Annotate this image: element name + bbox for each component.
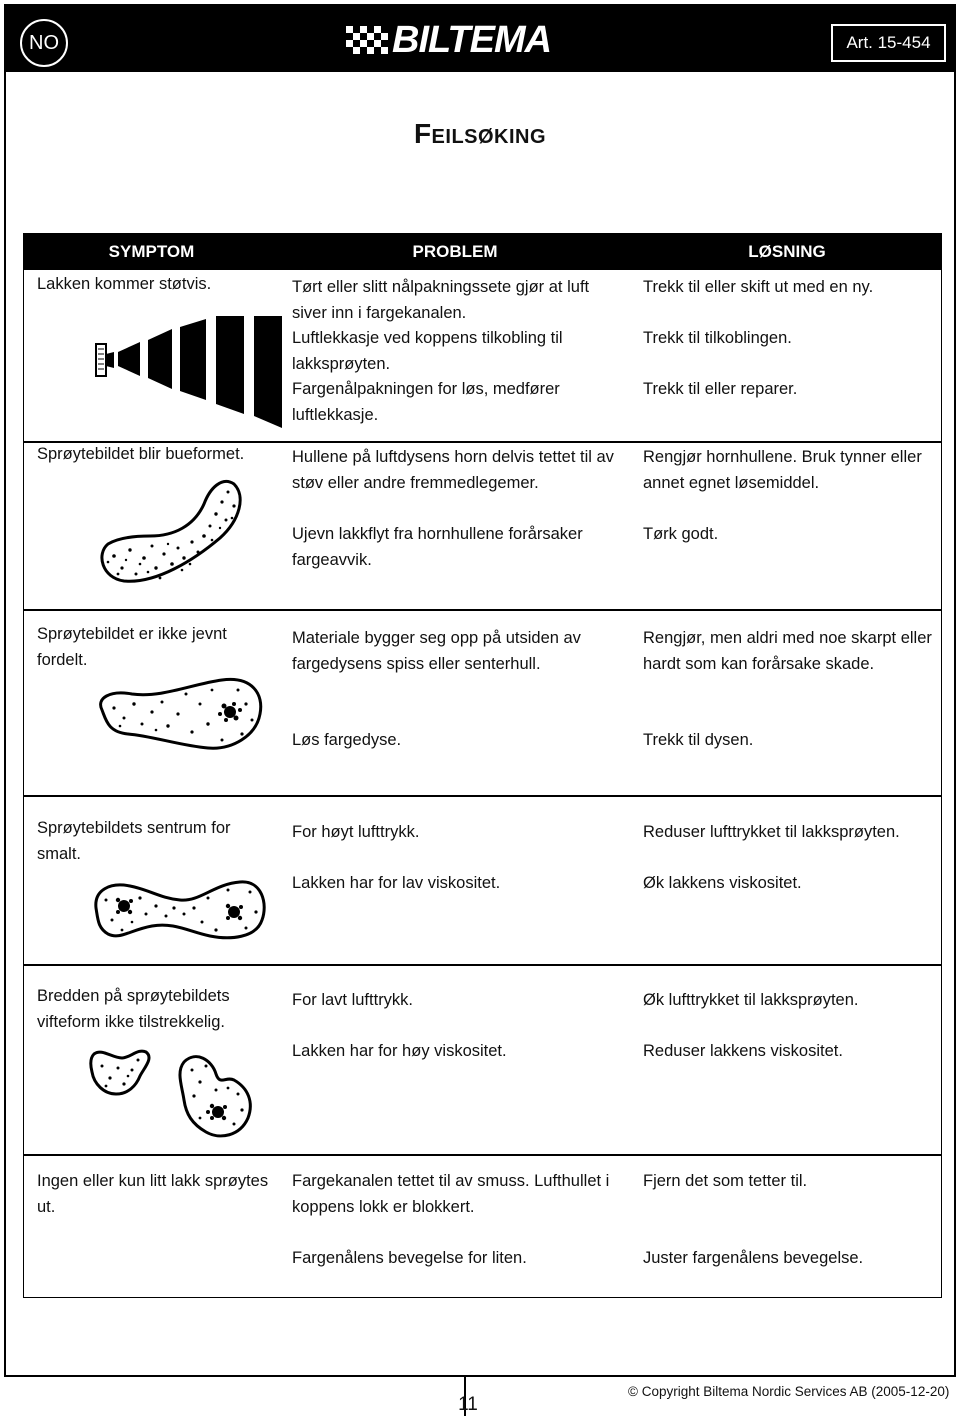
narrow-spray-pattern-icon bbox=[88, 1044, 278, 1144]
row2-solution-1: Rengjør hornhullene. Bruk tynner eller annet egnet løsemiddel. bbox=[643, 448, 922, 492]
row3-solution-1: Rengjør, men aldri med noe skarpt eller hardt som kan forårsake skade. bbox=[643, 629, 932, 673]
row-divider bbox=[24, 795, 941, 797]
spray-fan-bars-icon bbox=[88, 316, 288, 431]
row1-solution-3: Trekk til eller reparer. bbox=[643, 380, 798, 398]
row5-solution-1: Øk lufttrykket til lakksprøyten. bbox=[643, 991, 859, 1009]
troubleshooting-table bbox=[23, 233, 942, 1298]
row5-problem-2: Lakken har for høy viskositet. bbox=[292, 1042, 507, 1060]
row5-problem-1: For lavt lufttrykk. bbox=[292, 991, 414, 1009]
header-symptom: SYMPTOM bbox=[108, 242, 195, 261]
language-badge: NO bbox=[20, 19, 68, 67]
header-solution: LØSNING bbox=[748, 242, 826, 261]
row3-symptom: Sprøytebildet er ikke jevnt fordelt. bbox=[37, 625, 227, 669]
column-divider bbox=[279, 270, 280, 1298]
row5-symptom: Bredden på sprøytebildets vifteform ikke tilstrekkelig. bbox=[37, 987, 230, 1031]
page-number: 11 bbox=[458, 1394, 478, 1415]
article-number: Art. 15-454 bbox=[831, 24, 946, 62]
row4-problem-1: For høyt lufttrykk. bbox=[292, 823, 420, 841]
row1-problem-3: Fargenålpakningen for løs, medfører luftlekkasje. bbox=[292, 380, 560, 424]
row6-problem-2: Fargenålens bevegelse for liten. bbox=[292, 1249, 527, 1267]
row5-solution-2: Reduser lakkens viskositet. bbox=[643, 1042, 843, 1060]
row6-symptom: Ingen eller kun litt lakk sprøytes ut. bbox=[37, 1172, 269, 1216]
row6-solution-1: Fjern det som tetter til. bbox=[643, 1172, 808, 1190]
row1-solution-2: Trekk til tilkoblingen. bbox=[643, 329, 792, 347]
arched-spray-pattern-icon bbox=[94, 478, 274, 588]
row-divider bbox=[24, 964, 941, 966]
row3-problem-2: Løs fargedyse. bbox=[292, 731, 402, 749]
row6-solution-2: Juster fargenålens bevegelse. bbox=[643, 1249, 864, 1267]
checkered-flag-icon bbox=[346, 22, 390, 58]
page-title: Feilsøking bbox=[413, 118, 547, 149]
biltema-logo bbox=[346, 19, 626, 61]
row1-problem-1: Tørt eller slitt nålpakningssete gjør at luft siver inn i fargekanalen. bbox=[292, 278, 590, 322]
split-spray-pattern-icon bbox=[90, 878, 270, 948]
row3-solution-2: Trekk til dysen. bbox=[643, 731, 754, 749]
row4-solution-1: Reduser lufttrykket til lakksprøyten. bbox=[643, 823, 900, 841]
row2-solution-2: Tørk godt. bbox=[643, 525, 719, 543]
row-divider bbox=[24, 1154, 941, 1156]
row2-symptom: Sprøytebildet blir bueformet. bbox=[37, 445, 245, 463]
copyright: © Copyright Biltema Nordic Services AB (2005-12-20) bbox=[628, 1384, 950, 1399]
row3-problem-1: Materiale bygger seg opp på utsiden av fargedysens spiss eller senterhull. bbox=[292, 629, 581, 673]
header-bar bbox=[4, 4, 956, 72]
row2-problem-1: Hullene på luftdysens horn delvis tettet til av støv eller andre fremmedlegemer. bbox=[292, 448, 614, 492]
table-header bbox=[24, 234, 941, 270]
row4-solution-2: Øk lakkens viskositet. bbox=[643, 874, 802, 892]
row6-problem-1: Fargekanalen tettet til av smuss. Lufthullet i koppens lokk er blokkert. bbox=[292, 1172, 610, 1216]
row4-problem-2: Lakken har for lav viskositet. bbox=[292, 874, 501, 892]
row1-symptom: Lakken kommer støtvis. bbox=[37, 275, 212, 293]
row-divider bbox=[24, 609, 941, 611]
row2-problem-2: Ujevn lakkflyt fra hornhullene forårsaker fargeavvik. bbox=[292, 525, 583, 569]
row1-solution-1: Trekk til eller skift ut med en ny. bbox=[643, 278, 874, 296]
header-problem: PROBLEM bbox=[412, 242, 498, 261]
uneven-spray-pattern-icon bbox=[92, 674, 272, 754]
row4-symptom: Sprøytebildets sentrum for smalt. bbox=[37, 819, 231, 863]
brand-name: BILTEMA bbox=[392, 19, 552, 61]
row1-problem-2: Luftlekkasje ved koppens tilkobling til lakksprøyten. bbox=[292, 329, 563, 373]
